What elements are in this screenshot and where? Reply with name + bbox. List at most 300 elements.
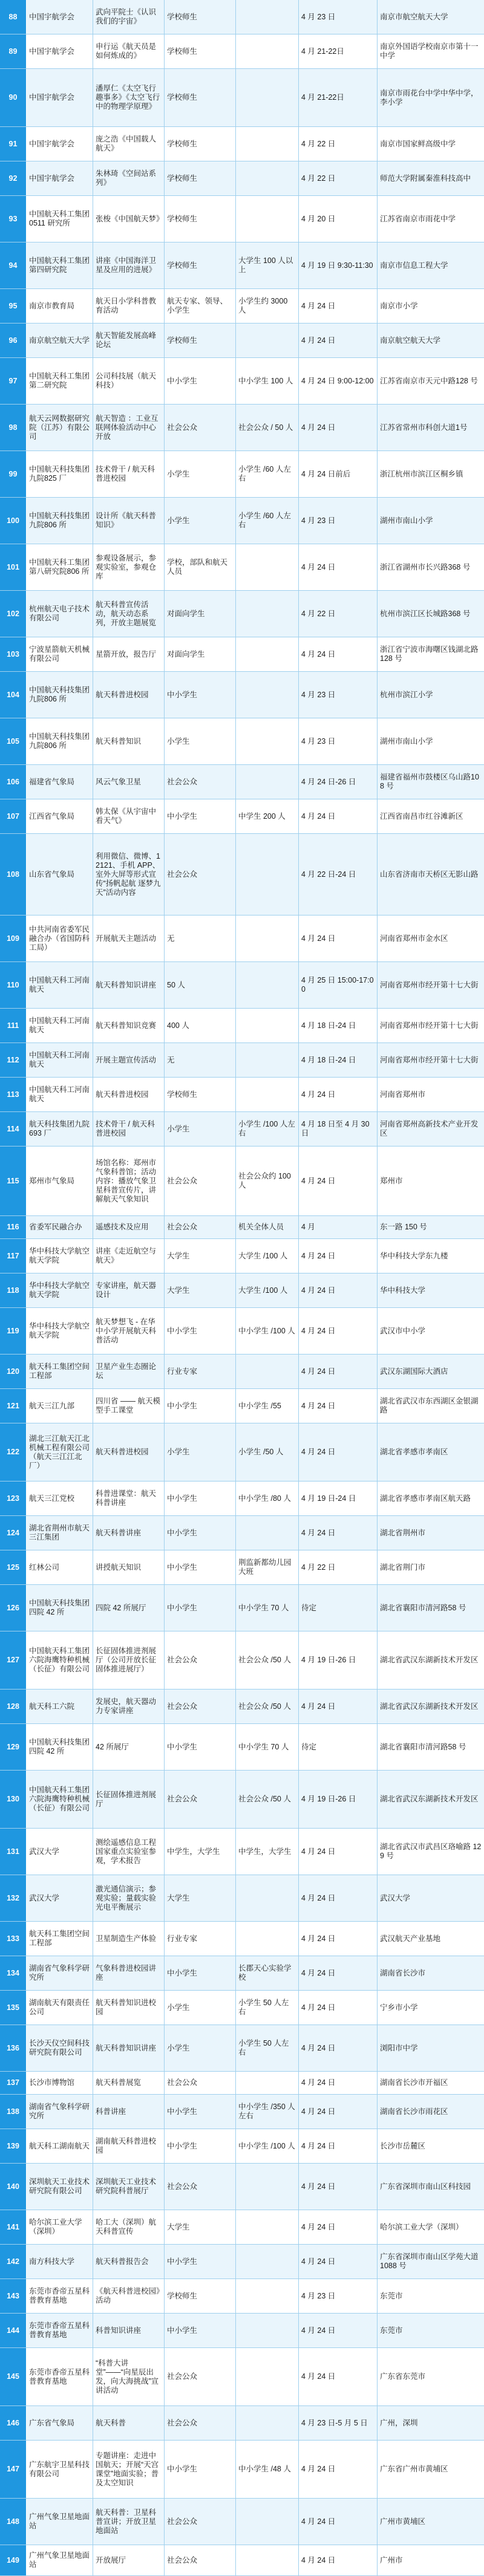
- activity-name-cell-text: 航天智能发展高峰论坛: [96, 331, 157, 349]
- table-row: [0, 196, 484, 242]
- audience-cell: [165, 1516, 236, 1550]
- row-number: [0, 451, 27, 497]
- time-cell-text: 4 月 24 日: [301, 2465, 336, 2473]
- scale-cell-text: 中小学生 /80 人: [238, 1494, 291, 1503]
- scale-cell: [236, 161, 299, 195]
- place-cell: [378, 2545, 484, 2575]
- time-cell: [299, 2348, 378, 2405]
- table-row: [0, 1389, 484, 1423]
- row-number: [0, 1009, 27, 1042]
- activity-name-cell: [93, 2348, 165, 2405]
- audience-cell-text: 社会公众: [167, 1702, 198, 1711]
- organizer-cell-text: 中国宇航学会: [29, 93, 75, 102]
- organizer-cell-text: 中国航天科工河南航天: [29, 1051, 90, 1068]
- time-cell-text: 4 月 23 日: [301, 12, 336, 21]
- audience-cell-text: 中小学生: [167, 2141, 198, 2150]
- row-number: [0, 672, 27, 718]
- place-cell-text: 湖北省孝感市孝南区航天路: [380, 1494, 471, 1503]
- table-row: [0, 451, 484, 498]
- time-cell-text: 4 月 25 日 15:00-17:00: [301, 976, 374, 994]
- time-cell: [299, 1771, 378, 1828]
- organizer-cell-text: 中国宇航学会: [29, 174, 75, 183]
- place-cell: [378, 196, 484, 242]
- activity-name-cell: [93, 544, 165, 590]
- audience-cell: [165, 0, 236, 34]
- place-cell-text: 河南省郑州市经开第十七大街: [380, 1021, 479, 1030]
- scale-cell-text: 小学生 50 人左右: [238, 2039, 289, 2057]
- row-number-text: 146: [7, 2418, 19, 2427]
- row-number: [0, 591, 27, 637]
- row-number: [0, 1389, 27, 1423]
- table-row: [0, 1991, 484, 2025]
- place-cell: [378, 2025, 484, 2071]
- audience-cell: [165, 1690, 236, 1723]
- row-number-text: 118: [7, 1286, 19, 1295]
- organizer-cell-text: 福建省气象局: [29, 777, 75, 786]
- audience-cell-text: 社会公众: [167, 1795, 198, 1803]
- scale-cell-text: 社会公众约 100 人: [238, 1172, 291, 1189]
- place-cell-text: 河南省郑州市经开第十七大街: [380, 980, 479, 989]
- organizer-cell-text: 湖北三江航天江北机械工程有限公司（航天三江江北厂）: [29, 1434, 90, 1470]
- organizer-cell: [27, 1389, 93, 1423]
- time-cell: [299, 1355, 378, 1388]
- row-number-text: 148: [7, 2517, 19, 2526]
- scale-cell: [236, 1273, 299, 1307]
- row-number: [0, 196, 27, 242]
- organizer-cell-text: 华中科技大学航空航天学院: [29, 1322, 90, 1339]
- activity-name-cell: [93, 1875, 165, 1921]
- audience-cell: [165, 2245, 236, 2278]
- place-cell-text: 华中科技大学: [380, 1286, 426, 1295]
- time-cell-text: 4 月 19 日-24 日: [301, 1494, 356, 1503]
- scale-cell-text: 中小学生 /350 人左右: [238, 2103, 295, 2120]
- activity-name-cell-text: 航天科普知识讲座: [96, 2043, 157, 2052]
- place-cell: [378, 1112, 484, 1146]
- audience-cell-text: 中小学生: [167, 2465, 198, 2473]
- activity-name-cell-text: 长征固体推进剂展厅（公司开放长征固体推进展厅）: [96, 1647, 157, 1673]
- scale-cell: [236, 1585, 299, 1631]
- row-number: [0, 1043, 27, 1077]
- row-number-text: 115: [7, 1176, 19, 1185]
- audience-cell-text: 中小学生: [167, 2257, 198, 2266]
- audience-cell-text: 中小学生: [167, 2326, 198, 2335]
- row-number: [0, 2279, 27, 2313]
- table-row: [0, 34, 484, 69]
- activity-name-cell-text: 航天科普知识竞赛: [96, 1021, 157, 1030]
- activity-name-cell: [93, 1389, 165, 1423]
- place-cell-text: 武汉东湖国际大酒店: [380, 1367, 448, 1376]
- row-number: [0, 2072, 27, 2094]
- table-row: [0, 2210, 484, 2245]
- activity-name-cell-text: 航天科普进校园: [96, 1090, 149, 1099]
- time-cell: [299, 405, 378, 450]
- organizer-cell: [27, 1922, 93, 1956]
- row-number-text: 147: [7, 2465, 19, 2473]
- activity-name-cell-text: 长征固体推进剂展厅: [96, 1790, 157, 1808]
- audience-cell: [165, 2129, 236, 2163]
- audience-cell-text: 小学生: [167, 737, 190, 746]
- scale-cell-text: 中小学生 /55: [238, 1401, 281, 1410]
- organizer-cell-text: 杭州航天电子技术有限公司: [29, 605, 90, 622]
- time-cell: [299, 2545, 378, 2575]
- place-cell: [378, 1423, 484, 1481]
- time-cell-text: 4 月 24 日: [301, 336, 336, 345]
- time-cell-text: 4 月 24 日: [301, 1286, 336, 1295]
- row-number-text: 116: [7, 1223, 19, 1231]
- organizer-cell-text: 航天云网数据研究院（江苏）有限公司: [29, 414, 90, 441]
- audience-cell: [165, 591, 236, 637]
- place-cell: [378, 1355, 484, 1388]
- scale-cell: [236, 1875, 299, 1921]
- place-cell: [378, 1482, 484, 1515]
- row-number: [0, 324, 27, 357]
- row-number-text: 134: [7, 1968, 19, 1977]
- activity-name-cell: [93, 799, 165, 833]
- audience-cell-text: 小学生: [167, 2003, 190, 2012]
- place-cell-text: 湖北省武汉市武昌区珞喻路 129 号: [380, 1843, 482, 1860]
- place-cell-text: 东莞市: [380, 2291, 403, 2300]
- table-row: [0, 2348, 484, 2406]
- time-cell-text: 4 月 24 日: [301, 812, 336, 821]
- row-number: [0, 1956, 27, 1990]
- scale-cell: [236, 405, 299, 450]
- table-row: [0, 718, 484, 765]
- audience-cell: [165, 451, 236, 497]
- audience-cell: [165, 69, 236, 126]
- audience-cell: [165, 2095, 236, 2129]
- scale-cell: [236, 1771, 299, 1828]
- place-cell: [378, 0, 484, 34]
- organizer-cell-text: 航天科工集团空间工程部: [29, 1362, 90, 1380]
- time-cell: [299, 2072, 378, 2094]
- activity-name-cell-text: 湖南航天科普进校园: [96, 2137, 157, 2155]
- scale-cell: [236, 672, 299, 718]
- activity-name-cell: [93, 2314, 165, 2347]
- organizer-cell-text: 中国宇航学会: [29, 12, 75, 21]
- organizer-cell: [27, 69, 93, 126]
- time-cell: [299, 591, 378, 637]
- time-cell-text: 4 月 18 日-24 日: [301, 1055, 356, 1064]
- row-number-text: 105: [7, 737, 19, 746]
- time-cell-text: 4 月 19 日-26 日: [301, 1656, 356, 1664]
- organizer-cell: [27, 2406, 93, 2440]
- place-cell-text: 湖南省长沙市开福区: [380, 2078, 448, 2087]
- activity-name-cell: [93, 916, 165, 961]
- activity-name-cell-text: 卫星制造生产体验: [96, 1934, 157, 1943]
- organizer-cell: [27, 1308, 93, 1354]
- place-cell-text: 东一路 150 号: [380, 1223, 427, 1231]
- place-cell-text: 湖北省襄阳市清河路58 号: [380, 1603, 466, 1612]
- place-cell-text: 浏阳市中学: [380, 2043, 418, 2052]
- activity-name-cell: [93, 637, 165, 671]
- row-number: [0, 34, 27, 68]
- time-cell: [299, 544, 378, 590]
- audience-cell: [165, 1585, 236, 1631]
- audience-cell: [165, 1389, 236, 1423]
- place-cell-text: 浙江杭州市滨江区桐乡镇: [380, 469, 463, 478]
- activity-name-cell: [93, 672, 165, 718]
- row-number: [0, 2210, 27, 2244]
- row-number: [0, 1147, 27, 1215]
- scale-cell: [236, 1078, 299, 1111]
- row-number: [0, 358, 27, 404]
- organizer-cell: [27, 2245, 93, 2278]
- organizer-cell: [27, 2164, 93, 2210]
- activity-name-cell-text: 航天科普知识: [96, 737, 142, 746]
- activity-name-cell-text: 庞之浩《中国载人航天》: [96, 135, 157, 152]
- time-cell-text: 4 月 24 日: [301, 1401, 336, 1410]
- place-cell: [378, 1216, 484, 1238]
- row-number-text: 145: [7, 2372, 19, 2381]
- time-cell-text: 4 月 24 日: [301, 2043, 336, 2052]
- activity-name-cell: [93, 242, 165, 288]
- organizer-cell: [27, 1043, 93, 1077]
- row-number: [0, 718, 27, 764]
- organizer-cell-text: 航天科工湖南航天: [29, 2141, 90, 2150]
- activity-name-cell: [93, 1273, 165, 1307]
- time-cell-text: 4 月 24 日: [301, 1176, 336, 1185]
- row-number-text: 98: [8, 423, 18, 432]
- activity-name-cell: [93, 1482, 165, 1515]
- table-row: [0, 405, 484, 451]
- organizer-cell-text: 南方科技大学: [29, 2257, 75, 2266]
- time-cell: [299, 799, 378, 833]
- table-row: [0, 1631, 484, 1690]
- time-cell-text: 4 月 20 日: [301, 214, 336, 223]
- place-cell: [378, 2406, 484, 2440]
- audience-cell-text: 400 人: [167, 1021, 189, 1030]
- time-cell-text: 4 月 24 日: [301, 1702, 336, 1711]
- place-cell: [378, 1585, 484, 1631]
- organizer-cell-text: 南京航空航天大学: [29, 336, 90, 345]
- activity-name-cell-text: 42 所展厅: [96, 1742, 129, 1751]
- place-cell: [378, 1875, 484, 1921]
- scale-cell: [236, 2348, 299, 2405]
- organizer-cell-text: 中国航天科技集团四院 42 所: [29, 1738, 90, 1755]
- row-number-text: 92: [8, 174, 18, 183]
- time-cell: [299, 2210, 378, 2244]
- organizer-cell-text: 中国航天科工河南航天: [29, 1016, 90, 1034]
- activity-name-cell: [93, 196, 165, 242]
- time-cell-text: 4 月 22 日: [301, 609, 336, 618]
- organizer-cell: [27, 637, 93, 671]
- place-cell: [378, 498, 484, 544]
- activity-name-cell: [93, 289, 165, 323]
- organizer-cell-text: 中国航天科工集团六院海鹰特种机械（长征）有限公司: [29, 1786, 90, 1812]
- table-row: [0, 591, 484, 637]
- organizer-cell: [27, 2025, 93, 2071]
- time-cell: [299, 127, 378, 161]
- scale-cell-text: 中小学生 70 人: [238, 1603, 289, 1612]
- time-cell-text: 4 月 24 日: [301, 1448, 336, 1456]
- row-number: [0, 962, 27, 1008]
- activity-name-cell-text: 张梭《中国航天梦》: [96, 214, 164, 223]
- row-number: [0, 765, 27, 799]
- scale-cell-text: 中小学生 /48 人: [238, 2465, 291, 2473]
- row-number-text: 141: [7, 2222, 19, 2231]
- place-cell-text: 广州，深圳: [380, 2418, 418, 2427]
- place-cell-text: 江苏省南京市雨花中学: [380, 214, 456, 223]
- audience-cell-text: 社会公众: [167, 423, 198, 432]
- time-cell: [299, 69, 378, 126]
- row-number-text: 123: [7, 1494, 19, 1503]
- organizer-cell: [27, 2095, 93, 2129]
- time-cell-text: 4 月 24 日: [301, 2078, 336, 2087]
- time-cell: [299, 916, 378, 961]
- audience-cell-text: 中小学生: [167, 1528, 198, 1537]
- time-cell-text: 4 月 24 日前后: [301, 469, 351, 478]
- audience-cell-text: 社会公众: [167, 2517, 198, 2526]
- place-cell-text: 武汉市中小学: [380, 1326, 426, 1335]
- row-number: [0, 1550, 27, 1584]
- place-cell: [378, 2314, 484, 2347]
- table-row: [0, 916, 484, 962]
- row-number-text: 138: [7, 2107, 19, 2116]
- row-number: [0, 1631, 27, 1689]
- activity-name-cell-text: 韩太保《从宇宙中看天气》: [96, 807, 157, 825]
- audience-cell-text: 小学生: [167, 1124, 190, 1133]
- activity-name-cell-text: 专题讲座：走进中国航天；开展“天宫课堂”地面实验；普及太空知识: [96, 2451, 159, 2487]
- organizer-cell-text: 中国宇航学会: [29, 47, 75, 56]
- scale-cell-text: 机关全体人员: [238, 1223, 284, 1231]
- place-cell-text: 南京航空航天大学: [380, 336, 441, 345]
- scale-cell-text: 中小学生 100 人: [238, 376, 293, 385]
- audience-cell: [165, 672, 236, 718]
- audience-cell-text: 中小学生: [167, 1401, 198, 1410]
- time-cell-text: 待定: [301, 1742, 317, 1751]
- organizer-cell-text: 广州气象卫星地面站: [29, 2513, 90, 2530]
- organizer-cell-text: 华中科技大学航空航天学院: [29, 1281, 90, 1299]
- activity-name-cell: [93, 1516, 165, 1550]
- row-number: [0, 0, 27, 34]
- time-cell: [299, 1724, 378, 1770]
- scale-cell: [236, 196, 299, 242]
- scale-cell: [236, 1239, 299, 1273]
- table-row: [0, 834, 484, 916]
- time-cell: [299, 2314, 378, 2347]
- row-number: [0, 2129, 27, 2163]
- place-cell-text: 浙江省宁波市海曙区钱湖北路128 号: [380, 645, 479, 663]
- activity-name-cell-text: 气象科普进校园讲座: [96, 1964, 157, 1982]
- time-cell: [299, 2095, 378, 2129]
- row-number: [0, 2164, 27, 2210]
- place-cell: [378, 2499, 484, 2545]
- audience-cell: [165, 1112, 236, 1146]
- audience-cell-text: 小学生: [167, 469, 190, 478]
- scale-cell: [236, 1308, 299, 1354]
- activity-name-cell-text: 场馆名称：郑州市气象科普馆；活动内容：播放气象卫星科普宣传片，讲解航天气象知识: [96, 1158, 157, 1203]
- table-row: [0, 498, 484, 544]
- audience-cell: [165, 1829, 236, 1875]
- activity-name-cell-text: 朱林琦《空间站系列》: [96, 169, 157, 187]
- organizer-cell: [27, 2129, 93, 2163]
- activity-name-cell: [93, 962, 165, 1008]
- time-cell: [299, 2025, 378, 2071]
- audience-cell-text: 学校师生: [167, 12, 198, 21]
- time-cell-text: 4 月 24 日: [301, 1528, 336, 1537]
- organizer-cell-text: 中国航天科技集团九院806 所: [29, 512, 90, 529]
- organizer-cell: [27, 1771, 93, 1828]
- time-cell: [299, 161, 378, 195]
- row-number-text: 142: [7, 2257, 19, 2266]
- table-row: [0, 2545, 484, 2576]
- time-cell: [299, 1585, 378, 1631]
- activity-name-cell-text: 深圳航天工业技术研究院科普展厅: [96, 2178, 157, 2195]
- scale-cell: [236, 2406, 299, 2440]
- time-cell: [299, 2279, 378, 2313]
- audience-cell-text: 社会公众: [167, 1223, 198, 1231]
- table-row: [0, 2164, 484, 2210]
- audience-cell-text: 社会公众: [167, 2372, 198, 2381]
- audience-cell: [165, 2545, 236, 2575]
- scale-cell-text: 中小学生 /100 人: [238, 2141, 295, 2150]
- table-row: [0, 2245, 484, 2279]
- place-cell: [378, 637, 484, 671]
- time-cell-text: 4 月 24 日: [301, 1326, 336, 1335]
- activity-name-cell: [93, 1043, 165, 1077]
- time-cell: [299, 962, 378, 1008]
- table-row: [0, 2314, 484, 2348]
- time-cell: [299, 1829, 378, 1875]
- place-cell-text: 广州市: [380, 2555, 403, 2565]
- place-cell: [378, 1690, 484, 1723]
- activity-name-cell: [93, 1078, 165, 1111]
- activity-name-cell-text: 技术骨干 / 航天科普进校园: [96, 1120, 155, 1137]
- time-cell: [299, 1239, 378, 1273]
- audience-cell: [165, 1956, 236, 1990]
- scale-cell-text: 中学生，大学生: [238, 1847, 292, 1856]
- row-number-text: 129: [7, 1742, 19, 1751]
- place-cell: [378, 765, 484, 799]
- organizer-cell-text: 航天科技集团九院693 厂: [29, 1120, 90, 1137]
- scale-cell: [236, 1043, 299, 1077]
- scale-cell: [236, 1550, 299, 1584]
- audience-cell: [165, 2279, 236, 2313]
- audience-cell-text: 学校师生: [167, 214, 198, 223]
- activity-name-cell: [93, 834, 165, 915]
- place-cell: [378, 2441, 484, 2498]
- place-cell-text: 江苏省南京市天元中路128 号: [380, 376, 478, 385]
- organizer-cell: [27, 2210, 93, 2244]
- row-number-text: 131: [7, 1847, 19, 1856]
- audience-cell-text: 学校师生: [167, 2291, 198, 2300]
- activity-name-cell-text: “科普大讲堂”——“向星辰出发，向大海挑战”宣讲活动: [96, 2358, 159, 2395]
- time-cell: [299, 637, 378, 671]
- audience-cell: [165, 1147, 236, 1215]
- organizer-cell: [27, 916, 93, 961]
- time-cell-text: 4 月 18 日至 4 月 30 日: [301, 1120, 370, 1137]
- organizer-cell: [27, 2348, 93, 2405]
- row-number-text: 124: [7, 1528, 19, 1537]
- activity-name-cell: [93, 69, 165, 126]
- row-number: [0, 1273, 27, 1307]
- time-cell-text: 4 月 24 日: [301, 2003, 336, 2012]
- activity-name-cell-text: 航天科普知识进校园: [96, 1999, 157, 2016]
- time-cell-text: 4 月 24 日: [301, 1367, 336, 1376]
- audience-cell-text: 社会公众: [167, 2078, 198, 2087]
- table-row: [0, 1829, 484, 1875]
- audience-cell: [165, 498, 236, 544]
- organizer-cell-text: 武汉大学: [29, 1847, 60, 1856]
- place-cell: [378, 591, 484, 637]
- organizer-cell-text: 山东省气象局: [29, 870, 75, 879]
- time-cell-text: 4 月 24 日: [301, 2257, 336, 2266]
- time-cell-text: 4 月 24 日: [301, 1251, 336, 1260]
- time-cell-text: 4 月 24 日: [301, 2222, 336, 2231]
- table-row: [0, 242, 484, 289]
- place-cell: [378, 2095, 484, 2129]
- audience-cell: [165, 1216, 236, 1238]
